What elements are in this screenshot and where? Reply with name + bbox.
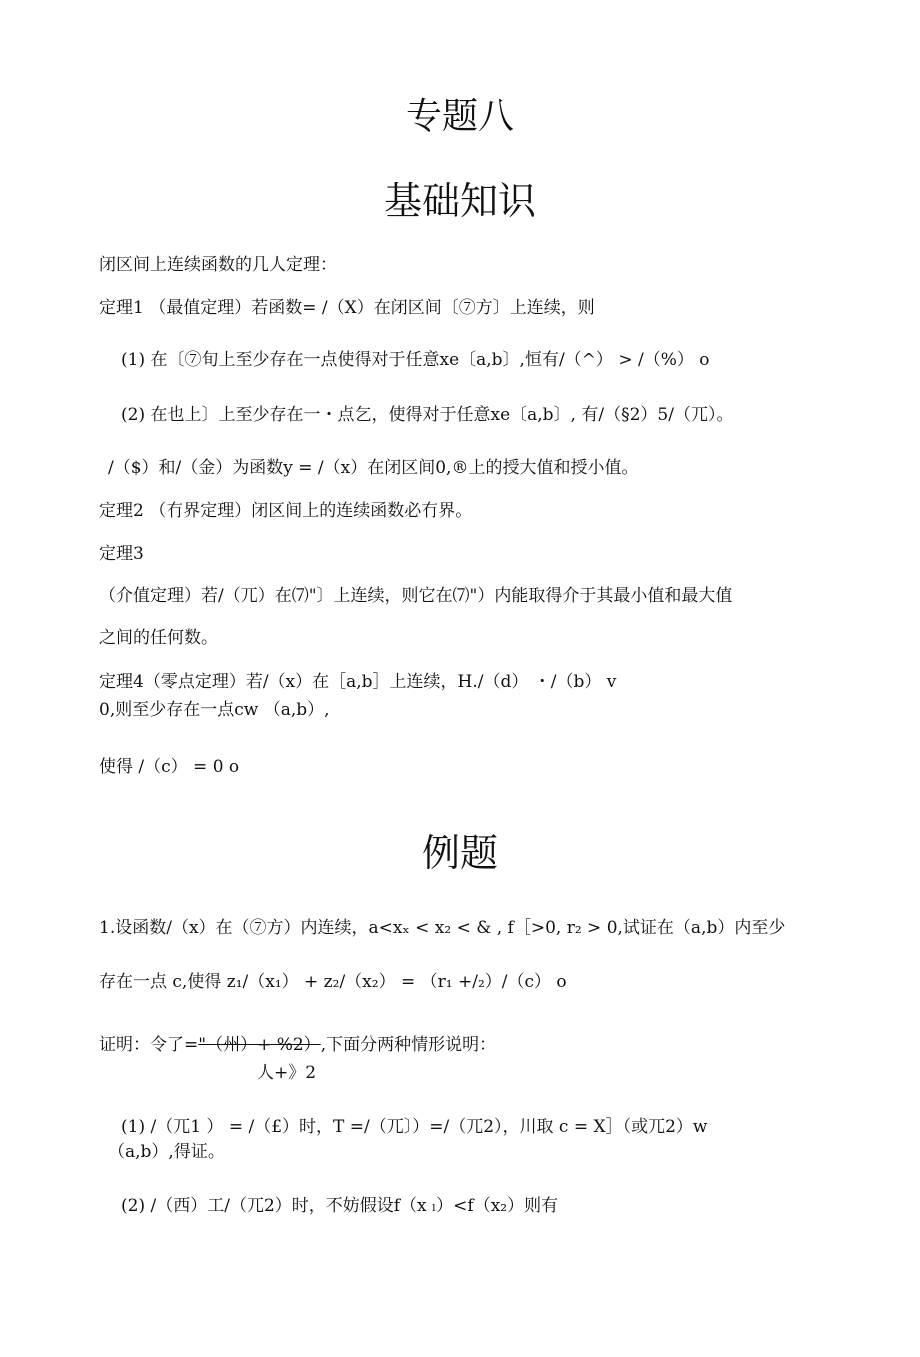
theorem-2: 定理2 （冇界定理）闭区间上的连续函数必冇界。: [99, 501, 473, 521]
section-heading-examples: 例题: [421, 831, 498, 875]
proof-intro: [99, 1030, 496, 1055]
proof-suffix: ,下面分两种情形说明：: [320, 1035, 497, 1055]
proof-struck-fraction: "（州）+ %2）: [198, 1035, 321, 1055]
theorem-3-body-line-1: （介值定理）若/（兀）在⑺"〕上连续，则它在⑺"）内能取得介于其最小值和最大值: [99, 586, 733, 606]
theorem-1-note: /（$）和/（金）为函数y = /（x）在闭区间0,®上的授大值和授小值。: [108, 458, 639, 478]
theorem-1-part-2: (2) 在也上〕上至少存在一・点乞，使得对于任意xe〔a,b〕, 有/（§2）5/（兀）。: [121, 405, 734, 425]
example-1-line-1: 1.设函数/（x）在（⑦方）内连续，a<xₓ < x₂ < & , f［>0, r₂ > 0,试证在（a,b）内至少: [99, 918, 786, 938]
case-2: (2) /（西）工/（兀2）时，不妨假设f（x ₗ）<f（x₂）则有: [121, 1196, 559, 1216]
document-title: 专题八: [405, 96, 514, 137]
example-1-line-2: 存在一点 c,使得 z₁/（x₁） + z₂/（x₂） = （r₁ +/₂）/（c） o: [99, 972, 567, 992]
theorem-4-line-3: 使得 /（c） = 0 o: [99, 757, 240, 777]
case-1-line-1: (1) /（兀1 ） = /（£）时，T =/（兀〕）=/（兀2），川取 c = X］（或兀2）w: [121, 1117, 708, 1137]
theorem-3-body-line-2: 之间的任何数。: [99, 628, 218, 648]
basics-intro: 闭区间上连续函数的几人定理：: [99, 255, 337, 275]
theorem-1: 定理1 （最值定理）若函数= /（X）在闭区间〔⑦方〕上连续，则: [99, 298, 595, 318]
theorem-4-line-2: 0,则至少存在一点cw （a,b）,: [99, 700, 330, 720]
case-1-line-2: （a,b）,得证。: [108, 1142, 225, 1162]
proof-denominator: 人+》2: [257, 1063, 317, 1083]
section-heading-basics: 基础知识: [383, 179, 536, 223]
proof-prefix: 证明：令了=: [99, 1035, 199, 1055]
theorem-3-heading: 定理3: [99, 544, 144, 564]
theorem-4-line-1: 定理4（零点定理）若/（x）在［a,b］上连续，H./（d） ・/（b） v: [99, 672, 617, 692]
theorem-1-part-1: (1) 在〔⑦旬上至少存在一点使得对于任意xe〔a,b〕,恒有/（^） > /（%） o: [121, 350, 710, 370]
